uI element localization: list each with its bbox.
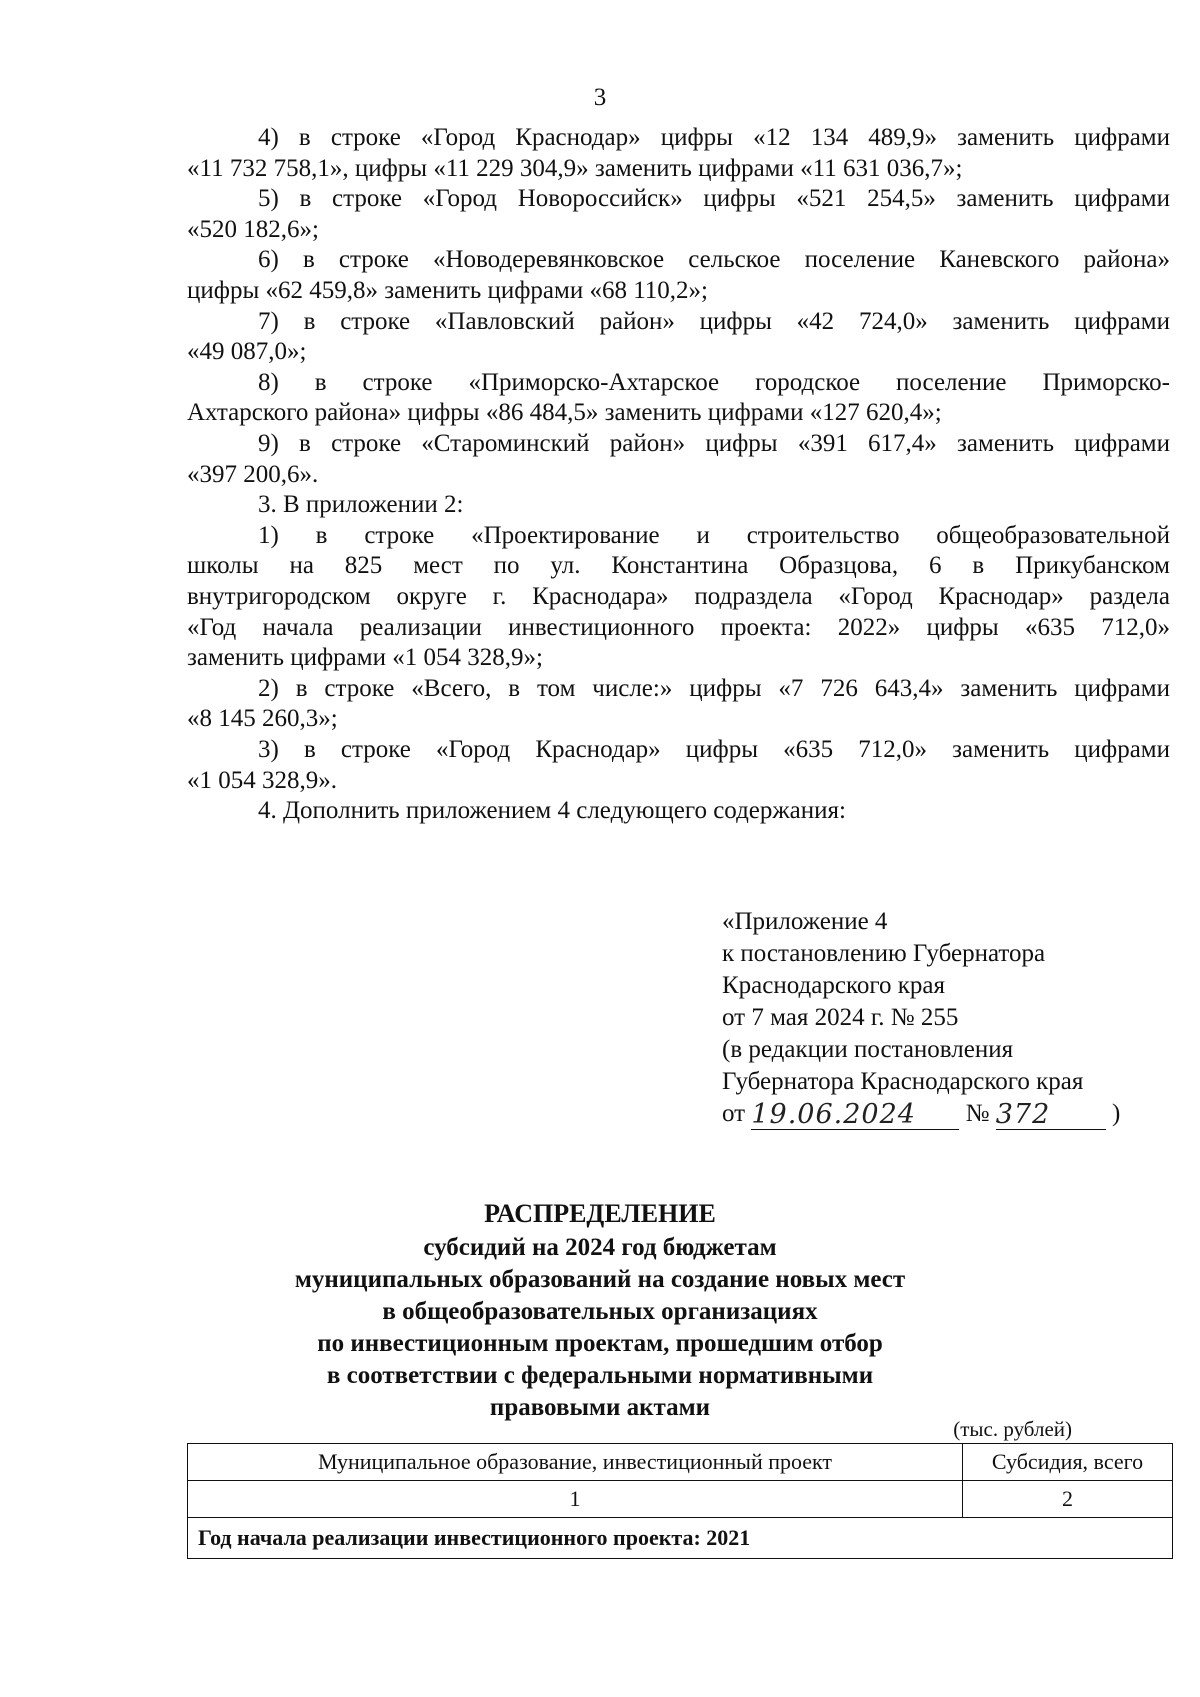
- section-row-2021: Год начала реализации инвестиционного проекта: 2021: [188, 1518, 1173, 1559]
- text-line: 2) в строке «Всего, в том числе:» цифры «7 726 643,4» заменить цифрами: [258, 674, 1170, 702]
- column-number-2: 2: [963, 1481, 1173, 1518]
- table-number-row: [188, 1481, 1173, 1518]
- text-line: 1) в строке «Проектирование и строительство общеобразовательной: [258, 521, 1170, 549]
- text-line: заменить цифрами «1 054 328,9»;: [187, 644, 543, 672]
- text-line: 4. Дополнить приложением 4 следующего содержания:: [258, 797, 846, 825]
- title-line: по инвестиционным проектам, прошедшим отбор: [317, 1330, 883, 1357]
- page-number: 3: [593, 84, 607, 111]
- title-main: РАСПРЕДЕЛЕНИЕ: [484, 1199, 716, 1228]
- text-line: «397 200,6».: [187, 460, 319, 488]
- document-title: [0, 1198, 1200, 1424]
- title-line: в общеобразовательных организациях: [382, 1298, 818, 1325]
- text-line: 4) в строке «Город Краснодар» цифры «12 134 489,9» заменить цифрами: [258, 124, 1170, 151]
- text-line: 3. В приложении 2:: [258, 491, 464, 519]
- title-line: субсидий на 2024 год бюджетам: [423, 1234, 777, 1261]
- annex-signature-line: [722, 1098, 1120, 1130]
- handwritten-number: 372: [995, 1099, 1051, 1130]
- text-line: «8 145 260,3»;: [187, 705, 338, 733]
- annex-line: Губернатора Краснодарского края: [722, 1068, 1084, 1095]
- annex-line: «Приложение 4: [722, 908, 888, 935]
- text-line: школы на 825 мест по ул. Константина Образцова, 6 в Прикубанском: [187, 552, 1170, 580]
- text-line: 9) в строке «Староминский район» цифры «391 617,4» заменить цифрами: [258, 430, 1170, 457]
- annex-header: [722, 906, 1120, 1130]
- text-line: «1 054 328,9».: [187, 766, 337, 794]
- distribution-table: [187, 1443, 1173, 1559]
- handwritten-date: 19.06.2024: [751, 1099, 916, 1130]
- title-line: в соответствии с федеральными нормативными: [326, 1362, 874, 1389]
- text-line: «49 087,0»;: [187, 338, 307, 366]
- number-label: №: [965, 1100, 990, 1127]
- text-line: внутригородском округе г. Краснодара» подраздела «Город Краснодар» раздела: [187, 583, 1170, 610]
- annex-line: (в редакции постановления: [722, 1036, 1014, 1063]
- text-line: цифры «62 459,8» заменить цифрами «68 110,2»;: [187, 277, 708, 304]
- text-line: Ахтарского района» цифры «86 484,5» заменить цифрами «127 620,4»;: [187, 399, 942, 427]
- annex-closing-paren: ): [1111, 1100, 1121, 1127]
- table-header-row: [188, 1444, 1173, 1481]
- text-line: 7) в строке «Павловский район» цифры «42 724,0» заменить цифрами: [258, 307, 1170, 335]
- annex-line: к постановлению Губернатора: [722, 940, 1046, 967]
- annex-line: Краснодарского края: [722, 972, 945, 999]
- text-line: 6) в строке «Новодеревянковское сельское поселение Каневского района»: [258, 246, 1170, 274]
- text-line: 3) в строке «Город Краснодар» цифры «635 712,0» заменить цифрами: [258, 736, 1170, 763]
- header-subsidy: Субсидия, всего: [963, 1444, 1173, 1481]
- units-label: (тыс. рублей): [953, 1417, 1072, 1441]
- text-line: «11 732 758,1», цифры «11 229 304,9» заменить цифрами «11 631 036,7»;: [187, 154, 963, 182]
- title-subtitle: [0, 1232, 1200, 1424]
- table-row: [188, 1518, 1173, 1559]
- annex-lines: [722, 906, 1120, 1098]
- text-line: «Год начала реализации инвестиционного проекта: 2022» цифры «635 712,0»: [187, 613, 1170, 641]
- text-line: 5) в строке «Город Новороссийск» цифры «521 254,5» заменить цифрами: [258, 185, 1170, 213]
- text-line: «520 182,6»;: [187, 215, 319, 243]
- title-line: правовыми актами: [489, 1394, 711, 1421]
- title-line: муниципальных образований на создание новых мест: [294, 1266, 906, 1293]
- date-field: [751, 1099, 959, 1130]
- annex-line: от 7 мая 2024 г. № 255: [722, 1004, 959, 1031]
- text-line: 8) в строке «Приморско-Ахтарское городское поселение Приморско-: [258, 368, 1170, 396]
- column-number-1: 1: [188, 1481, 963, 1518]
- number-field: [996, 1099, 1106, 1130]
- annex-from-label: от: [722, 1100, 746, 1127]
- header-municipality: Муниципальное образование, инвестиционный проект: [188, 1444, 963, 1481]
